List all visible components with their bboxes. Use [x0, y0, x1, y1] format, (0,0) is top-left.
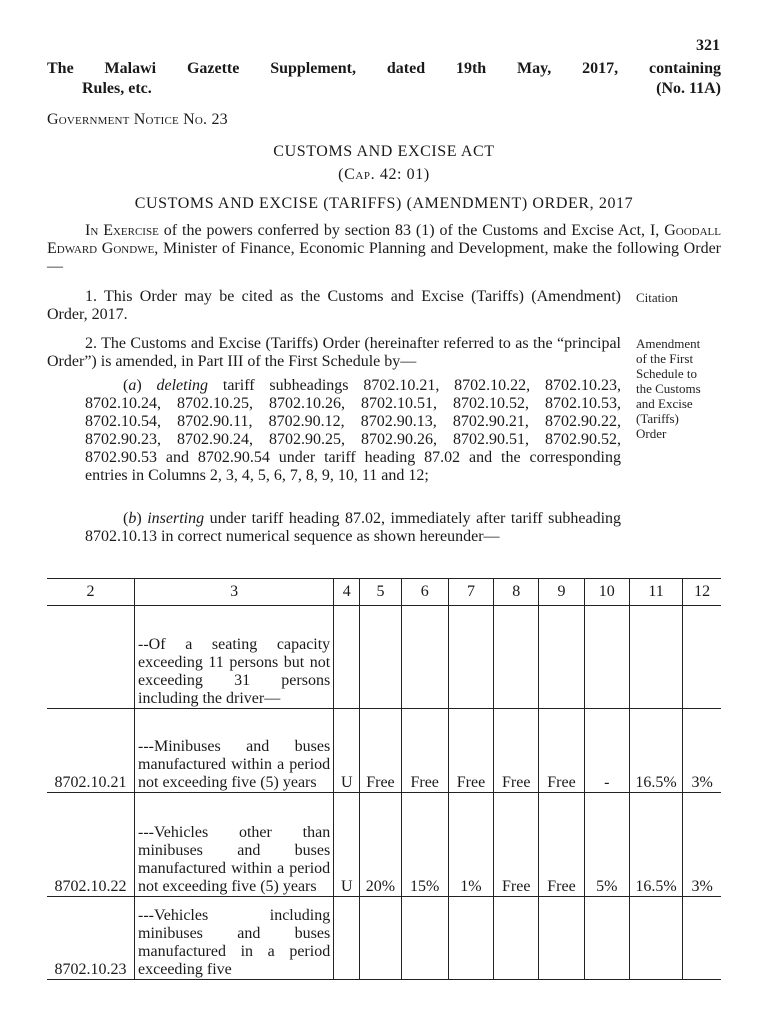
- tariff-code: 8702.10.21: [47, 709, 135, 793]
- page-number: 321: [696, 37, 720, 54]
- tariff-value: Free: [494, 709, 539, 793]
- header-word: 19th: [455, 60, 487, 77]
- gazette-header-line-2: [47, 79, 721, 99]
- tariff-description-text: --Of a seating capacity exceeding 11 persons but not exceeding 31 persons including the driver—: [138, 636, 331, 707]
- para-a-close: ): [136, 377, 157, 394]
- para-b-open: (: [123, 510, 129, 527]
- cap-label: Cap: [344, 166, 371, 183]
- margin-note-line: and Excise: [636, 396, 693, 411]
- para-a-open: (: [123, 377, 129, 394]
- table-row: [47, 606, 721, 709]
- cap-number: . 42: 01): [370, 166, 430, 183]
- column-header: 12: [683, 579, 721, 606]
- column-header: 10: [584, 579, 629, 606]
- gazette-header-line-1: [47, 59, 721, 79]
- tariff-value: Free: [539, 793, 584, 897]
- header-number: (No. 11A): [656, 80, 721, 97]
- column-header: 6: [401, 579, 448, 606]
- column-header: 7: [448, 579, 493, 606]
- tariff-value: [494, 897, 539, 980]
- tariff-value: 1%: [448, 793, 493, 897]
- tariff-description: [135, 709, 334, 793]
- margin-note-citation: Citation: [636, 290, 678, 305]
- para-b-verb: inserting: [147, 510, 205, 527]
- header-word: May,: [517, 60, 552, 77]
- act-title: CUSTOMS AND EXCISE ACT: [273, 143, 495, 160]
- margin-note-amendment: [636, 336, 726, 441]
- para-a-label: a: [128, 377, 137, 394]
- tariff-value: 16.5%: [629, 709, 682, 793]
- tariff-value: [334, 897, 360, 980]
- margin-note-line: (Tariffs): [636, 411, 679, 426]
- order-title: CUSTOMS AND EXCISE (TARIFFS) (AMENDMENT) ORDER, 2017: [134, 195, 634, 212]
- header-rules: Rules, etc.: [82, 80, 152, 97]
- column-header: 2: [47, 579, 135, 606]
- column-header: 3: [135, 579, 334, 606]
- tariff-value: [401, 897, 448, 980]
- tariff-value: 15%: [401, 793, 448, 897]
- para-b-close: ): [136, 510, 148, 527]
- tariff-description-text: ---Minibuses and buses manufactured within a period not exceeding five (5) years: [138, 738, 331, 791]
- tariff-code: 8702.10.22: [47, 793, 135, 897]
- table-row: [47, 897, 721, 980]
- tariff-value: Free: [401, 709, 448, 793]
- tariff-value: 5%: [584, 793, 629, 897]
- cap-prefix: (: [338, 166, 345, 183]
- para-a-verb: deleting: [156, 377, 209, 394]
- paragraph-1-text: 1. This Order may be cited as the Customs and Excise (Tariffs) (Amendment) Order, 2017.: [47, 288, 621, 323]
- tariff-value: -: [584, 709, 629, 793]
- tariff-value: [401, 606, 448, 709]
- tariff-code: [47, 606, 135, 709]
- tariff-value: Free: [494, 793, 539, 897]
- tariff-value: [683, 897, 721, 980]
- tariff-value: [334, 606, 360, 709]
- paragraph-a: [85, 377, 621, 485]
- tariff-value: [448, 606, 493, 709]
- header-word: Supplement,: [270, 60, 356, 77]
- column-header: 11: [629, 579, 682, 606]
- paragraph-2: [47, 335, 621, 371]
- para-b-text: under tariff heading 87.02, immediately after tariff subheading 8702.10.13 in correct numerical sequence as shown hereunder—: [85, 510, 622, 545]
- minister-name: Goodall Edward Gondwe: [47, 222, 721, 257]
- para-b-label: b: [128, 510, 137, 527]
- tariff-value: [448, 897, 493, 980]
- tariff-value: 3%: [683, 793, 721, 897]
- table-row: [47, 709, 721, 793]
- tariff-description-text: ---Vehicles other than minibuses and buses manufactured within a period not exceeding five (5) years: [138, 824, 331, 895]
- chapter-reference: [47, 166, 721, 184]
- tariff-value: [629, 897, 682, 980]
- tariff-code: 8702.10.23: [47, 897, 135, 980]
- tariff-value: Free: [539, 709, 584, 793]
- header-word: 2017,: [582, 60, 619, 77]
- tariff-value: Free: [448, 709, 493, 793]
- tariff-description: [135, 793, 334, 897]
- margin-note-line: Order: [636, 426, 667, 441]
- intro-text: of the powers conferred by section 83 (1) of the Customs and Excise Act, I,: [158, 222, 665, 239]
- tariff-value: [629, 606, 682, 709]
- tariff-value: 16.5%: [629, 793, 682, 897]
- paragraph-2-text: 2. The Customs and Excise (Tariffs) Order (hereinafter referred to as the “principal Order”) is amended, in Part III of the First Schedule by—: [47, 335, 621, 370]
- tariff-value: [539, 606, 584, 709]
- paragraph-b: [85, 510, 621, 546]
- header-word: dated: [386, 60, 426, 77]
- column-header: 9: [539, 579, 584, 606]
- tariff-value: [494, 606, 539, 709]
- tariff-value: [584, 606, 629, 709]
- margin-note-line: Schedule to: [636, 366, 698, 381]
- tariff-value: Free: [360, 709, 401, 793]
- tariff-value: [360, 606, 401, 709]
- intro-text-2: , Minister of Finance, Economic Planning and Development, make the following Order—: [47, 240, 721, 275]
- intro-paragraph: [47, 222, 721, 276]
- tariff-description-text: ---Vehicles including minibuses and buses manufactured in a period exceeding five: [138, 907, 331, 978]
- para-a-text: tariff subheadings 8702.10.21, 8702.10.22, 8702.10.23, 8702.10.24, 8702.10.25, 8702.10.26, 8702.10.51, 8702.10.52, 8702.10.53, 8702.10.54, 8702.90.11, 8702.90.12, 8702.90.13, 8702.90.21, 8702.90.22, 8702.90.23, 8702.90.24, 8702.90.25, 8702.90.26, 8702.90.51, 8702.90.52, 8702.90.53 and 8702.90.54 under tariff heading 87.02 and the corresponding entries in Columns 2, 3, 4, 5, 6, 7, 8, 9, 10, 11 and 12;: [85, 377, 622, 484]
- header-word: Gazette: [186, 60, 240, 77]
- tariff-description: [135, 897, 334, 980]
- column-header: 5: [360, 579, 401, 606]
- tariff-description: [135, 606, 334, 709]
- tariff-value: U: [334, 793, 360, 897]
- intro-small-caps: In Exercise: [85, 222, 159, 239]
- tariff-value: [584, 897, 629, 980]
- tariff-value: [683, 606, 721, 709]
- header-word: The: [47, 60, 74, 77]
- table-row: [47, 793, 721, 897]
- column-header: 4: [334, 579, 360, 606]
- column-header: 8: [494, 579, 539, 606]
- tariff-value: [539, 897, 584, 980]
- margin-note-line: of the First: [636, 351, 694, 366]
- header-word: containing: [648, 60, 721, 77]
- government-notice-number: Government Notice No. 23: [47, 111, 228, 128]
- table-header-row: [47, 579, 721, 606]
- tariff-value: U: [334, 709, 360, 793]
- gazette-header: [47, 59, 721, 99]
- margin-note-line: the Customs: [636, 381, 701, 396]
- tariff-table: [47, 578, 721, 980]
- margin-note-line: Amendment: [636, 336, 701, 351]
- tariff-value: [360, 897, 401, 980]
- tariff-value: 20%: [360, 793, 401, 897]
- tariff-value: 3%: [683, 709, 721, 793]
- header-word: Malawi: [104, 60, 157, 77]
- paragraph-1: [47, 288, 621, 324]
